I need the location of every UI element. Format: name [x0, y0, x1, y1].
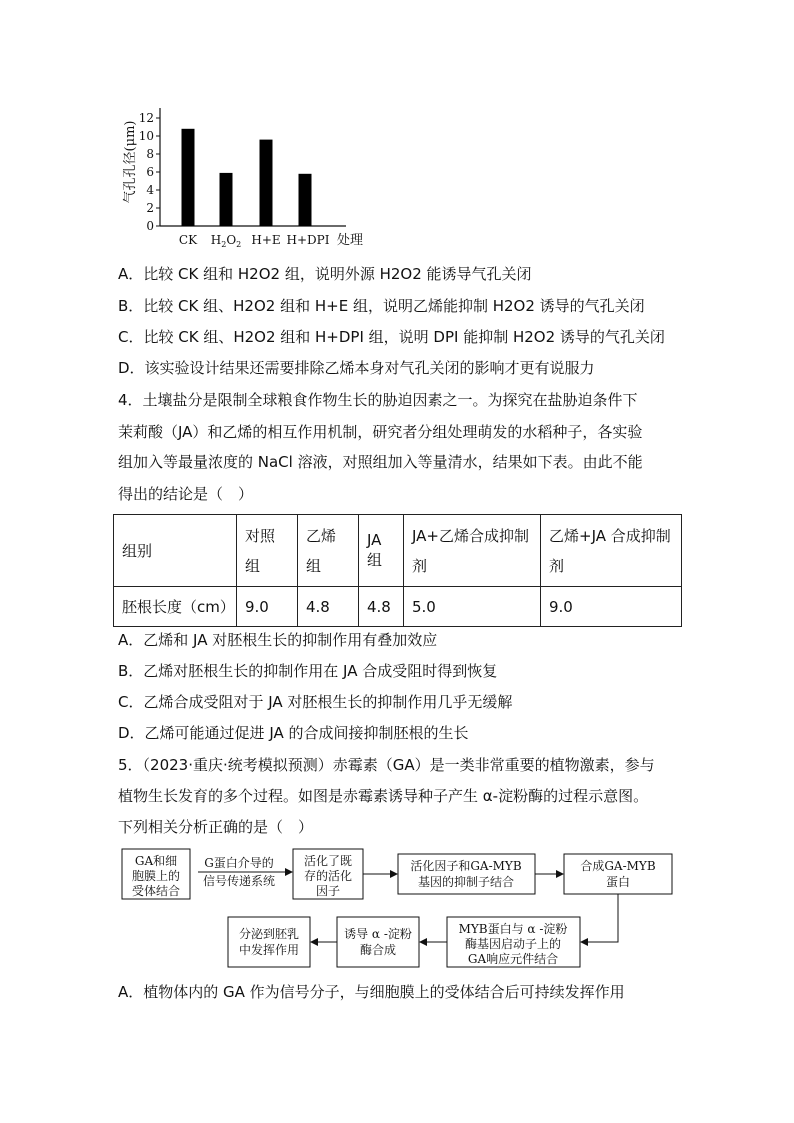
header-control: 对照 组 — [237, 515, 298, 587]
y-tick-label: 8 — [146, 147, 154, 161]
q4-option-b: B．乙烯对胚根生长的抑制作用在 JA 合成受阻时得到恢复 — [118, 662, 498, 680]
flow-text-8: 分泌到胚乳中发挥作用 — [238, 927, 300, 957]
x-tick-h-dpi: H+DPI — [286, 233, 330, 247]
header-ethylene: 乙烯 组 — [298, 515, 359, 587]
y-tick-label: 10 — [138, 129, 154, 143]
cell-control: 9.0 — [237, 587, 298, 627]
q5-option-a: A．植物体内的 GA 作为信号分子，与细胞膜上的受体结合后可持续发挥作用 — [118, 983, 625, 1001]
flow-text-6: MYB蛋白与 α -淀粉酶基因启动子上的 GA响应元件结合 — [458, 922, 568, 966]
y-tick-label: 6 — [146, 165, 154, 179]
cell-ja: 4.8 — [359, 587, 404, 627]
ga-flow-diagram — [118, 843, 688, 973]
flow-text-1: GA和细胞膜上的受体结合 — [131, 854, 181, 898]
bar-ck — [182, 129, 195, 226]
flow-text-4: 活化因子和GA-MYB 基因的抑制子结合 — [410, 859, 522, 889]
q3-option-b: B．比较 CK 组、H2O2 组和 H+E 组，说明乙烯能抑制 H2O2 诱导的气孔关闭 — [118, 297, 645, 315]
flow-box-8 — [228, 917, 310, 967]
q3-option-a: A．比较 CK 组和 H2O2 组，说明外源 H2O2 能诱导气孔关闭 — [118, 265, 532, 283]
bar-h-e — [260, 140, 273, 226]
q4-results-table — [113, 514, 682, 627]
header-ethylene-ja-inhibitor: 乙烯+JA 合成抑制 剂 — [541, 515, 682, 587]
flow-box-7 — [337, 917, 419, 967]
q4-option-d: D．乙烯可能通过促进 JA 的合成间接抑制胚根的生长 — [118, 724, 469, 742]
q3-option-d: D．该实验设计结果还需要排除乙烯本身对气孔关闭的影响才更有说服力 — [118, 359, 595, 377]
stomata-aperture-bar-chart — [118, 100, 378, 250]
row-label: 胚根长度（cm） — [114, 587, 237, 627]
header-ja-ethylene-inhibitor: JA+乙烯合成抑制 剂 — [404, 515, 541, 587]
flow-text-7: 诱导 α -淀粉酶合成 — [344, 927, 412, 957]
q4-stem-line-3: 组加入等最量浓度的 NaCl 溶液，对照组加入等量清水，结果如下表。由此不能 — [118, 453, 643, 471]
y-tick-label: 0 — [146, 219, 154, 233]
y-tick-label: 12 — [138, 111, 154, 125]
x-tick-ck: CK — [178, 233, 198, 247]
bar-h2o2 — [220, 173, 233, 226]
x-tick-h-e: H+E — [251, 233, 281, 247]
x-tick-h2o2: $H_2O_2$ — [210, 233, 242, 249]
flow-arrow-4 — [581, 894, 618, 942]
q4-stem-line-4: 得出的结论是（ ） — [118, 485, 254, 503]
cell-ja-ethylene-inhibitor: 5.0 — [404, 587, 541, 627]
flow-text-2: G蛋白介导的信号传递系统 — [202, 856, 276, 888]
q4-stem-line-1: 4．土壤盐分是限制全球粮食作物生长的胁迫因素之一。为探究在盐胁迫条件下 — [118, 391, 638, 409]
q5-stem-line-2: 植物生长发育的多个过程。如图是赤霉素诱导种子产生 α-淀粉酶的过程示意图。 — [118, 787, 649, 805]
flow-text-5: 合成GA-MYB 蛋白 — [580, 859, 656, 889]
cell-ethylene-ja-inhibitor: 9.0 — [541, 587, 682, 627]
header-group: 组别 — [114, 515, 237, 587]
q4-option-c: C．乙烯合成受阻对于 JA 对胚根生长的抑制作用几乎无缓解 — [118, 693, 513, 711]
q5-stem-line-1: 5．（2023·重庆·统考模拟预测）赤霉素（GA）是一类非常重要的植物激素，参与 — [118, 756, 655, 774]
flow-text-3: 活化了既存的活化因子 — [303, 854, 353, 898]
y-tick-label: 2 — [146, 201, 154, 215]
q4-option-a: A．乙烯和 JA 对胚根生长的抑制作用有叠加效应 — [118, 631, 438, 649]
cell-ethylene: 4.8 — [298, 587, 359, 627]
q3-option-c: C．比较 CK 组、H2O2 组和 H+DPI 组，说明 DPI 能抑制 H2O2 诱导的气孔关闭 — [118, 328, 665, 346]
q5-stem-line-3: 下列相关分析正确的是（ ） — [118, 818, 314, 836]
q4-stem-line-2: 茉莉酸（JA）和乙烯的相互作用机制，研究者分组处理萌发的水稻种子，各实验 — [118, 423, 643, 441]
x-axis-label: 处理 — [336, 233, 364, 248]
y-axis-label: 气孔孔径(μm) — [123, 120, 138, 204]
table-row — [114, 587, 682, 627]
y-tick-label: 4 — [146, 183, 154, 197]
table-header-row — [114, 515, 682, 587]
bar-h-dpi — [299, 174, 312, 226]
header-ja: JA组 — [359, 515, 404, 587]
